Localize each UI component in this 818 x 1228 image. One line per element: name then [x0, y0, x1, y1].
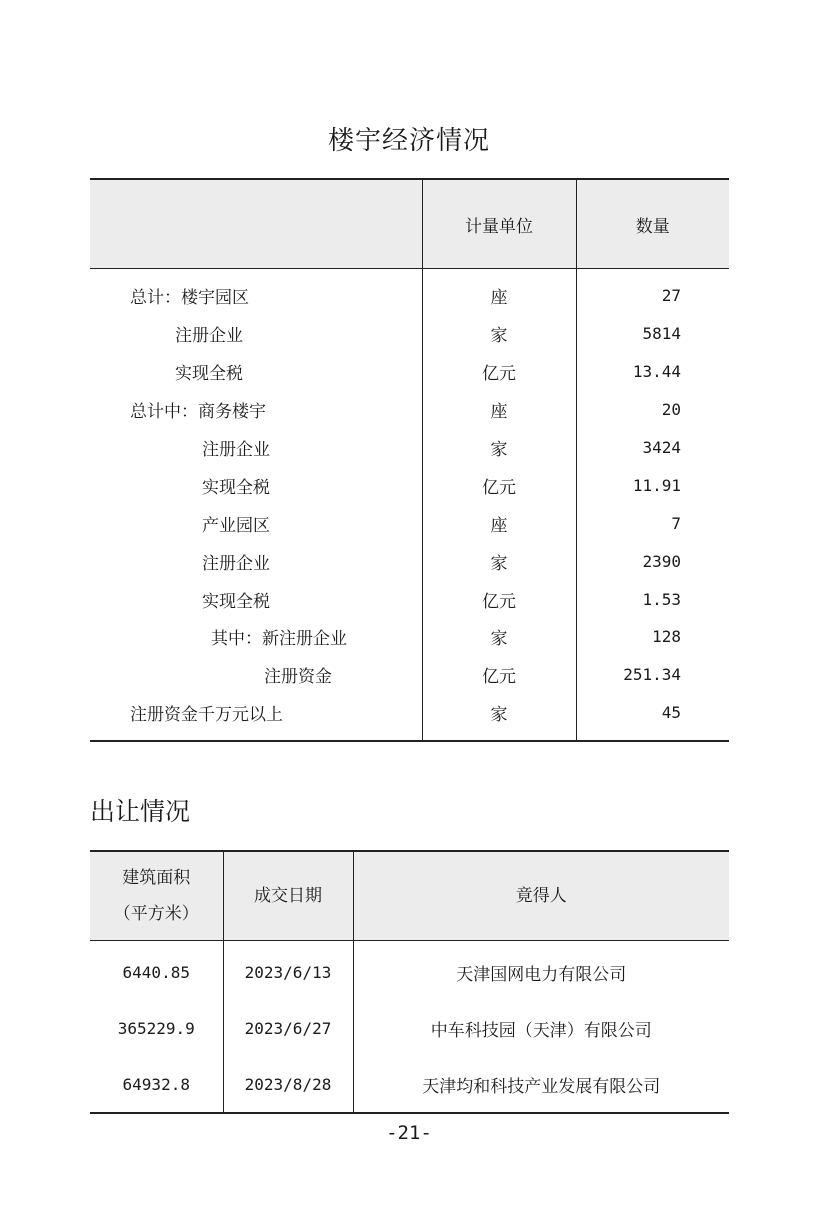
row-unit: 座	[422, 391, 576, 429]
row-value: 7	[576, 504, 729, 542]
row-unit: 座	[422, 269, 576, 315]
section-title-transfer: 出让情况	[90, 797, 191, 826]
row-unit: 亿元	[422, 353, 576, 391]
header-quantity: 数量	[576, 179, 729, 269]
table-row	[90, 1056, 729, 1113]
row-unit: 家	[422, 315, 576, 353]
page-title: 楼宇经济情况	[327, 126, 490, 156]
row-unit: 家	[422, 694, 576, 741]
row-winner: 天津国网电力有限公司	[353, 941, 729, 1001]
row-area: 64932.8	[122, 1074, 190, 1094]
row-value: 1.53	[576, 580, 729, 618]
row-label: 其中：新注册企业	[211, 629, 347, 650]
row-label: 实现全税	[202, 477, 270, 498]
row-label: 注册企业	[202, 553, 270, 574]
row-label: 注册资金千万元以上	[130, 705, 283, 726]
table-row	[90, 466, 729, 504]
row-label: 实现全税	[202, 591, 270, 612]
header-area-line2: （平方米）	[113, 904, 199, 924]
row-unit: 座	[422, 504, 576, 542]
table-row	[90, 504, 729, 542]
table-row	[90, 315, 729, 353]
row-unit: 亿元	[422, 656, 576, 694]
row-unit: 家	[422, 542, 576, 580]
row-date: 2023/6/27	[223, 1000, 353, 1056]
row-value: 45	[576, 694, 729, 741]
row-value: 3424	[576, 429, 729, 467]
row-value: 5814	[576, 315, 729, 353]
table-row	[90, 269, 729, 315]
header-winner: 竟得人	[353, 851, 729, 941]
table-header-row	[90, 851, 729, 941]
row-winner: 中车科技园（天津）有限公司	[353, 1000, 729, 1056]
table-row	[90, 391, 729, 429]
table-row	[90, 542, 729, 580]
table-row	[90, 694, 729, 741]
row-winner: 天津均和科技产业发展有限公司	[353, 1056, 729, 1113]
row-label: 实现全税	[175, 364, 243, 385]
table-row	[90, 941, 729, 1001]
building-economy-table	[90, 178, 729, 742]
header-date: 成交日期	[223, 851, 353, 941]
table-row	[90, 429, 729, 467]
row-unit: 亿元	[422, 580, 576, 618]
header-unit: 计量单位	[422, 179, 576, 269]
row-label: 注册资金	[264, 667, 332, 688]
table-header-row	[90, 179, 729, 269]
row-value: 13.44	[576, 353, 729, 391]
row-value: 27	[576, 269, 729, 315]
row-unit: 家	[422, 429, 576, 467]
table-row	[90, 656, 729, 694]
row-value: 128	[576, 618, 729, 656]
row-label: 总计中：商务楼宇	[130, 402, 266, 423]
table-row	[90, 353, 729, 391]
row-label: 产业园区	[202, 515, 270, 536]
row-label: 注册企业	[175, 326, 243, 347]
row-date: 2023/8/28	[223, 1056, 353, 1113]
header-area	[90, 851, 223, 941]
row-unit: 亿元	[422, 466, 576, 504]
table-row	[90, 1000, 729, 1056]
row-unit: 家	[422, 618, 576, 656]
row-label: 总计：楼宇园区	[130, 288, 249, 309]
row-label: 注册企业	[202, 440, 270, 460]
header-area-line1: 建筑面积	[122, 868, 191, 888]
row-value: 20	[576, 391, 729, 429]
row-area: 6440.85	[122, 962, 190, 982]
row-date: 2023/6/13	[223, 941, 353, 1001]
row-value: 2390	[576, 542, 729, 580]
header-blank	[90, 179, 422, 269]
row-area: 365229.9	[117, 1018, 195, 1038]
table-row	[90, 580, 729, 618]
page-number: -21-	[386, 1122, 432, 1144]
row-value: 11.91	[576, 466, 729, 504]
table-row	[90, 618, 729, 656]
row-value: 251.34	[576, 656, 729, 694]
land-transfer-table	[90, 850, 729, 1114]
